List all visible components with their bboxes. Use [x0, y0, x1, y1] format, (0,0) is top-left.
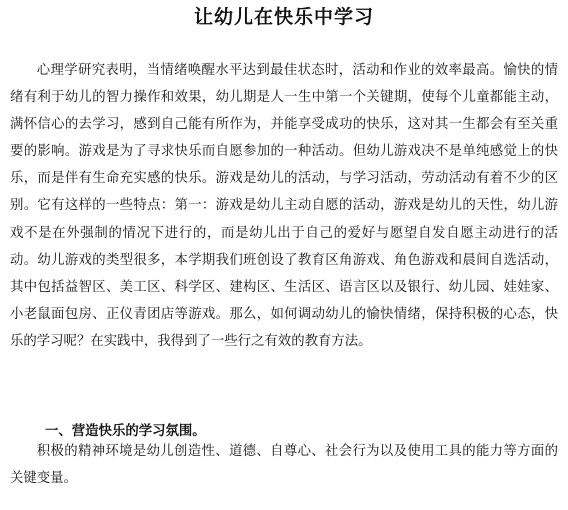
- section-heading: 一、营造快乐的学习氛围。: [45, 424, 206, 439]
- paragraph-section-one: 积极的精神环境是幼儿创造性、道德、自尊心、社会行为以及使用工具的能力等方面的关键变量。: [10, 444, 558, 487]
- paragraph-intro: 心理学研究表明，当情绪唤醒水平达到最佳状态时，活动和作业的效率最高。愉快的情绪有利于幼儿的智力操作和效果，幼儿期是人一生中第一个关键期，使每个儿童都能主动，满怀信心的去学习，感到自己能有所作为，并能享受成功的快乐，这对其一生都会有至关重要的影响。游戏是为了寻求快乐而自愿参加的一种活动。但幼儿游戏决不是单纯感觉上的快乐，而是伴有生命充实感的快乐。游戏是幼儿的活动，与学习活动，劳动活动有着不少的区别。它有这样的一些特点：第一：游戏是幼儿主动自愿的活动，游戏是幼儿的天性，幼儿游戏不是在外强制的情况下进行的，而是幼儿出于自己的爱好与愿望自发自愿主动进行的活动。幼儿游戏的类型很多，本学期我们班创设了教育区角游戏、角色游戏和晨间自选活动，其中包括益智区、美工区、科学区、建构区、生活区、语言区以及银行、幼儿园、娃娃家、小老鼠面包房、正仪青团店等游戏。那么，如何调动幼儿的愉快情绪，保持积极的心态，快乐的学习呢？在实践中，我得到了一些行之有效的教育方法。: [10, 63, 558, 349]
- document-title: 让幼儿在快乐中学习: [193, 6, 374, 28]
